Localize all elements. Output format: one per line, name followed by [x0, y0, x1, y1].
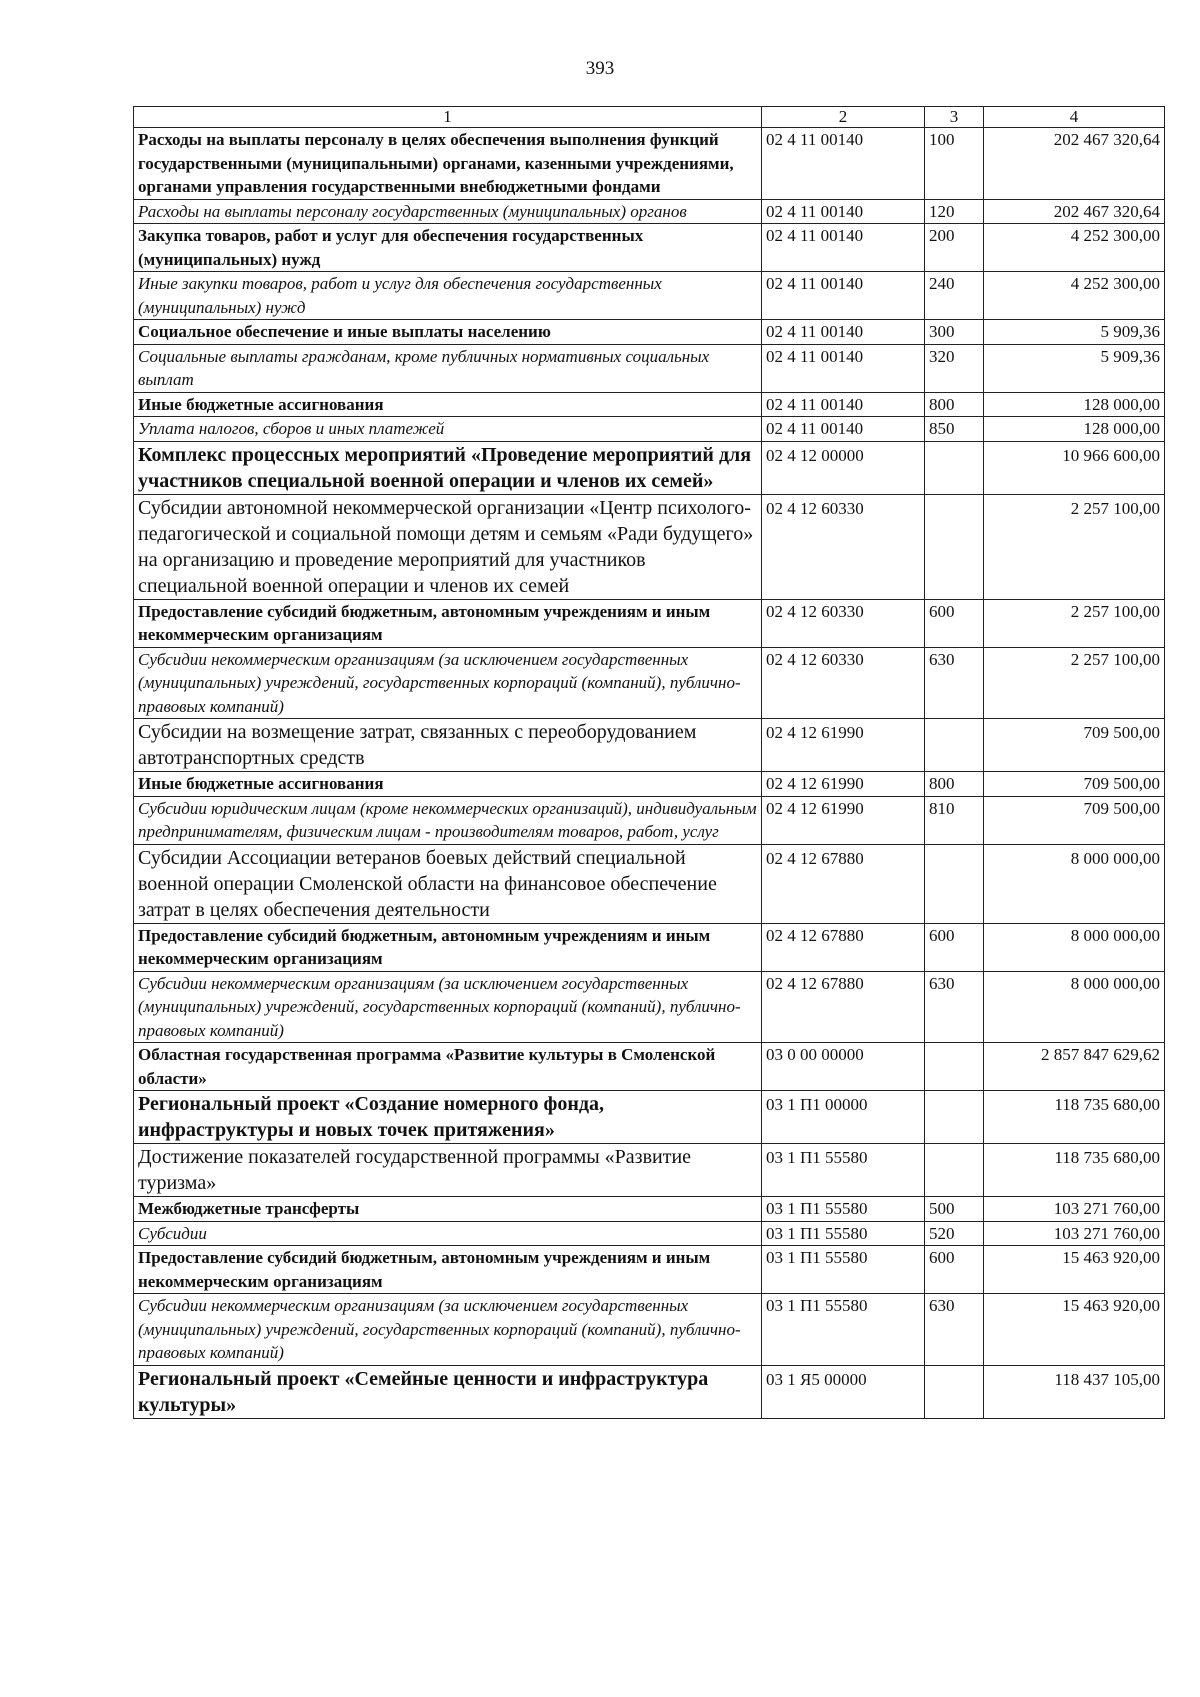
table-row — [134, 128, 1165, 200]
table-body — [134, 128, 1165, 1419]
row-type-cell: 100 — [925, 128, 984, 200]
page-number: 393 — [585, 58, 615, 79]
header-col-3: 3 — [925, 107, 984, 128]
row-sum-cell: 4 252 300,00 — [984, 272, 1165, 320]
row-code-cell: 03 1 П1 55580 — [762, 1197, 925, 1222]
row-code-cell: 03 1 П1 55580 — [762, 1221, 925, 1246]
row-code-cell: 02 4 11 00140 — [762, 128, 925, 200]
row-sum-cell: 2 857 847 629,62 — [984, 1043, 1165, 1091]
row-sum-cell: 5 909,36 — [984, 320, 1165, 345]
row-code-cell: 03 1 П1 55580 — [762, 1294, 925, 1366]
header-col-4: 4 — [984, 107, 1165, 128]
row-code-cell: 03 1 П1 55580 — [762, 1246, 925, 1294]
row-sum-cell: 5 909,36 — [984, 344, 1165, 392]
row-code-cell: 03 1 П1 00000 — [762, 1091, 925, 1144]
row-sum-cell: 202 467 320,64 — [984, 199, 1165, 224]
row-sum-cell: 118 735 680,00 — [984, 1091, 1165, 1144]
row-type-cell: 800 — [925, 392, 984, 417]
header-row — [134, 107, 1165, 128]
row-name-cell: Региональный проект «Семейные ценности и инфраструктура культуры» — [134, 1365, 762, 1418]
row-type-cell — [925, 494, 984, 599]
table-row — [134, 344, 1165, 392]
table-row — [134, 1246, 1165, 1294]
row-sum-cell: 128 000,00 — [984, 417, 1165, 442]
row-type-cell: 630 — [925, 1294, 984, 1366]
row-sum-cell: 2 257 100,00 — [984, 494, 1165, 599]
row-code-cell: 02 4 11 00140 — [762, 272, 925, 320]
row-code-cell: 02 4 12 60330 — [762, 494, 925, 599]
row-code-cell: 02 4 12 67880 — [762, 923, 925, 971]
row-type-cell — [925, 844, 984, 923]
row-name-cell: Субсидии на возмещение затрат, связанных с переоборудованием автотранспортных средств — [134, 719, 762, 772]
row-name-cell: Иные закупки товаров, работ и услуг для обеспечения государственных (муниципальных) нужд — [134, 272, 762, 320]
row-sum-cell: 8 000 000,00 — [984, 923, 1165, 971]
row-sum-cell: 709 500,00 — [984, 719, 1165, 772]
row-type-cell: 520 — [925, 1221, 984, 1246]
row-code-cell: 02 4 11 00140 — [762, 392, 925, 417]
row-sum-cell: 709 500,00 — [984, 772, 1165, 797]
table-row — [134, 1144, 1165, 1197]
row-type-cell — [925, 1091, 984, 1144]
row-name-cell: Субсидии Ассоциации ветеранов боевых действий специальной военной операции Смоленской области на финансовое обеспечение затрат в целях обеспечения деятельности — [134, 844, 762, 923]
table-row — [134, 494, 1165, 599]
row-sum-cell: 8 000 000,00 — [984, 844, 1165, 923]
row-type-cell: 810 — [925, 796, 984, 844]
row-type-cell: 600 — [925, 599, 984, 647]
row-sum-cell: 202 467 320,64 — [984, 128, 1165, 200]
row-code-cell: 02 4 11 00140 — [762, 320, 925, 345]
row-sum-cell: 709 500,00 — [984, 796, 1165, 844]
row-name-cell: Субсидии — [134, 1221, 762, 1246]
table-row — [134, 1294, 1165, 1366]
row-sum-cell: 118 437 105,00 — [984, 1365, 1165, 1418]
table-row — [134, 772, 1165, 797]
header-col-1: 1 — [134, 107, 762, 128]
header-col-2: 2 — [762, 107, 925, 128]
table-row — [134, 392, 1165, 417]
row-code-cell: 03 0 00 00000 — [762, 1043, 925, 1091]
table-row — [134, 719, 1165, 772]
table-row — [134, 796, 1165, 844]
row-name-cell: Иные бюджетные ассигнования — [134, 772, 762, 797]
table-row — [134, 224, 1165, 272]
table-row — [134, 441, 1165, 494]
row-code-cell: 02 4 12 61990 — [762, 719, 925, 772]
row-name-cell: Комплекс процессных мероприятий «Проведение мероприятий для участников специальной военной операции и членов их семей» — [134, 441, 762, 494]
row-sum-cell: 2 257 100,00 — [984, 599, 1165, 647]
row-type-cell: 630 — [925, 647, 984, 719]
table-row — [134, 1221, 1165, 1246]
table-row — [134, 320, 1165, 345]
row-type-cell: 850 — [925, 417, 984, 442]
row-type-cell: 500 — [925, 1197, 984, 1222]
row-code-cell: 02 4 12 60330 — [762, 647, 925, 719]
row-code-cell: 02 4 12 60330 — [762, 599, 925, 647]
row-type-cell — [925, 1365, 984, 1418]
row-name-cell: Уплата налогов, сборов и иных платежей — [134, 417, 762, 442]
table-row — [134, 199, 1165, 224]
table-row — [134, 1365, 1165, 1418]
table-row — [134, 417, 1165, 442]
row-name-cell: Иные бюджетные ассигнования — [134, 392, 762, 417]
row-name-cell: Предоставление субсидий бюджетным, автономным учреждениям и иным некоммерческим организациям — [134, 923, 762, 971]
row-code-cell: 02 4 12 61990 — [762, 772, 925, 797]
row-type-cell — [925, 719, 984, 772]
row-type-cell: 120 — [925, 199, 984, 224]
table-row — [134, 1197, 1165, 1222]
row-type-cell: 200 — [925, 224, 984, 272]
row-name-cell: Достижение показателей государственной программы «Развитие туризма» — [134, 1144, 762, 1197]
row-type-cell: 630 — [925, 971, 984, 1043]
row-name-cell: Региональный проект «Создание номерного фонда, инфраструктуры и новых точек притяжения» — [134, 1091, 762, 1144]
row-name-cell: Расходы на выплаты персоналу в целях обеспечения выполнения функций государственными (муниципальными) органами, казенными учреждениями, органами управления государственными внебюджетными фондами — [134, 128, 762, 200]
row-sum-cell: 15 463 920,00 — [984, 1246, 1165, 1294]
row-sum-cell: 118 735 680,00 — [984, 1144, 1165, 1197]
row-name-cell: Субсидии автономной некоммерческой организации «Центр психолого-педагогической и социальной помощи детям и семьям «Ради будущего» на организацию и проведение мероприятий для участников специальной военной операции и членов их семей — [134, 494, 762, 599]
row-code-cell: 02 4 12 67880 — [762, 971, 925, 1043]
row-code-cell: 03 1 Я5 00000 — [762, 1365, 925, 1418]
row-sum-cell: 2 257 100,00 — [984, 647, 1165, 719]
table-row — [134, 1043, 1165, 1091]
row-type-cell: 600 — [925, 1246, 984, 1294]
row-code-cell: 02 4 12 61990 — [762, 796, 925, 844]
row-sum-cell: 15 463 920,00 — [984, 1294, 1165, 1366]
row-code-cell: 02 4 11 00140 — [762, 224, 925, 272]
row-type-cell — [925, 1043, 984, 1091]
row-sum-cell: 103 271 760,00 — [984, 1197, 1165, 1222]
row-name-cell: Субсидии некоммерческим организациям (за исключением государственных (муниципальных) учреждений, государственных корпораций (компаний), публично-правовых компаний) — [134, 647, 762, 719]
row-sum-cell: 128 000,00 — [984, 392, 1165, 417]
table-row — [134, 647, 1165, 719]
row-name-cell: Социальное обеспечение и иные выплаты населению — [134, 320, 762, 345]
row-name-cell: Субсидии юридическим лицам (кроме некоммерческих организаций), индивидуальным предпринимателям, физическим лицам - производителям товаров, работ, услуг — [134, 796, 762, 844]
table-row — [134, 971, 1165, 1043]
table-row — [134, 272, 1165, 320]
row-name-cell: Закупка товаров, работ и услуг для обеспечения государственных (муниципальных) нужд — [134, 224, 762, 272]
table-row — [134, 599, 1165, 647]
row-name-cell: Субсидии некоммерческим организациям (за исключением государственных (муниципальных) учреждений, государственных корпораций (компаний), публично-правовых компаний) — [134, 971, 762, 1043]
row-code-cell: 02 4 11 00140 — [762, 199, 925, 224]
table-row — [134, 844, 1165, 923]
row-name-cell: Предоставление субсидий бюджетным, автономным учреждениям и иным некоммерческим организациям — [134, 599, 762, 647]
row-code-cell: 02 4 11 00140 — [762, 344, 925, 392]
row-type-cell: 240 — [925, 272, 984, 320]
table-row — [134, 923, 1165, 971]
row-name-cell: Межбюджетные трансферты — [134, 1197, 762, 1222]
row-type-cell: 320 — [925, 344, 984, 392]
row-type-cell: 600 — [925, 923, 984, 971]
row-sum-cell: 4 252 300,00 — [984, 224, 1165, 272]
row-code-cell: 02 4 11 00140 — [762, 417, 925, 442]
row-code-cell: 03 1 П1 55580 — [762, 1144, 925, 1197]
row-sum-cell: 10 966 600,00 — [984, 441, 1165, 494]
row-sum-cell: 8 000 000,00 — [984, 971, 1165, 1043]
budget-table — [133, 106, 1165, 1419]
row-name-cell: Субсидии некоммерческим организациям (за исключением государственных (муниципальных) учреждений, государственных корпораций (компаний), публично-правовых компаний) — [134, 1294, 762, 1366]
row-type-cell: 800 — [925, 772, 984, 797]
row-type-cell: 300 — [925, 320, 984, 345]
row-name-cell: Расходы на выплаты персоналу государственных (муниципальных) органов — [134, 199, 762, 224]
row-name-cell: Социальные выплаты гражданам, кроме публичных нормативных социальных выплат — [134, 344, 762, 392]
row-code-cell: 02 4 12 67880 — [762, 844, 925, 923]
row-type-cell — [925, 1144, 984, 1197]
table-row — [134, 1091, 1165, 1144]
row-sum-cell: 103 271 760,00 — [984, 1221, 1165, 1246]
row-name-cell: Областная государственная программа «Развитие культуры в Смоленской области» — [134, 1043, 762, 1091]
row-type-cell — [925, 441, 984, 494]
row-name-cell: Предоставление субсидий бюджетным, автономным учреждениям и иным некоммерческим организациям — [134, 1246, 762, 1294]
row-code-cell: 02 4 12 00000 — [762, 441, 925, 494]
